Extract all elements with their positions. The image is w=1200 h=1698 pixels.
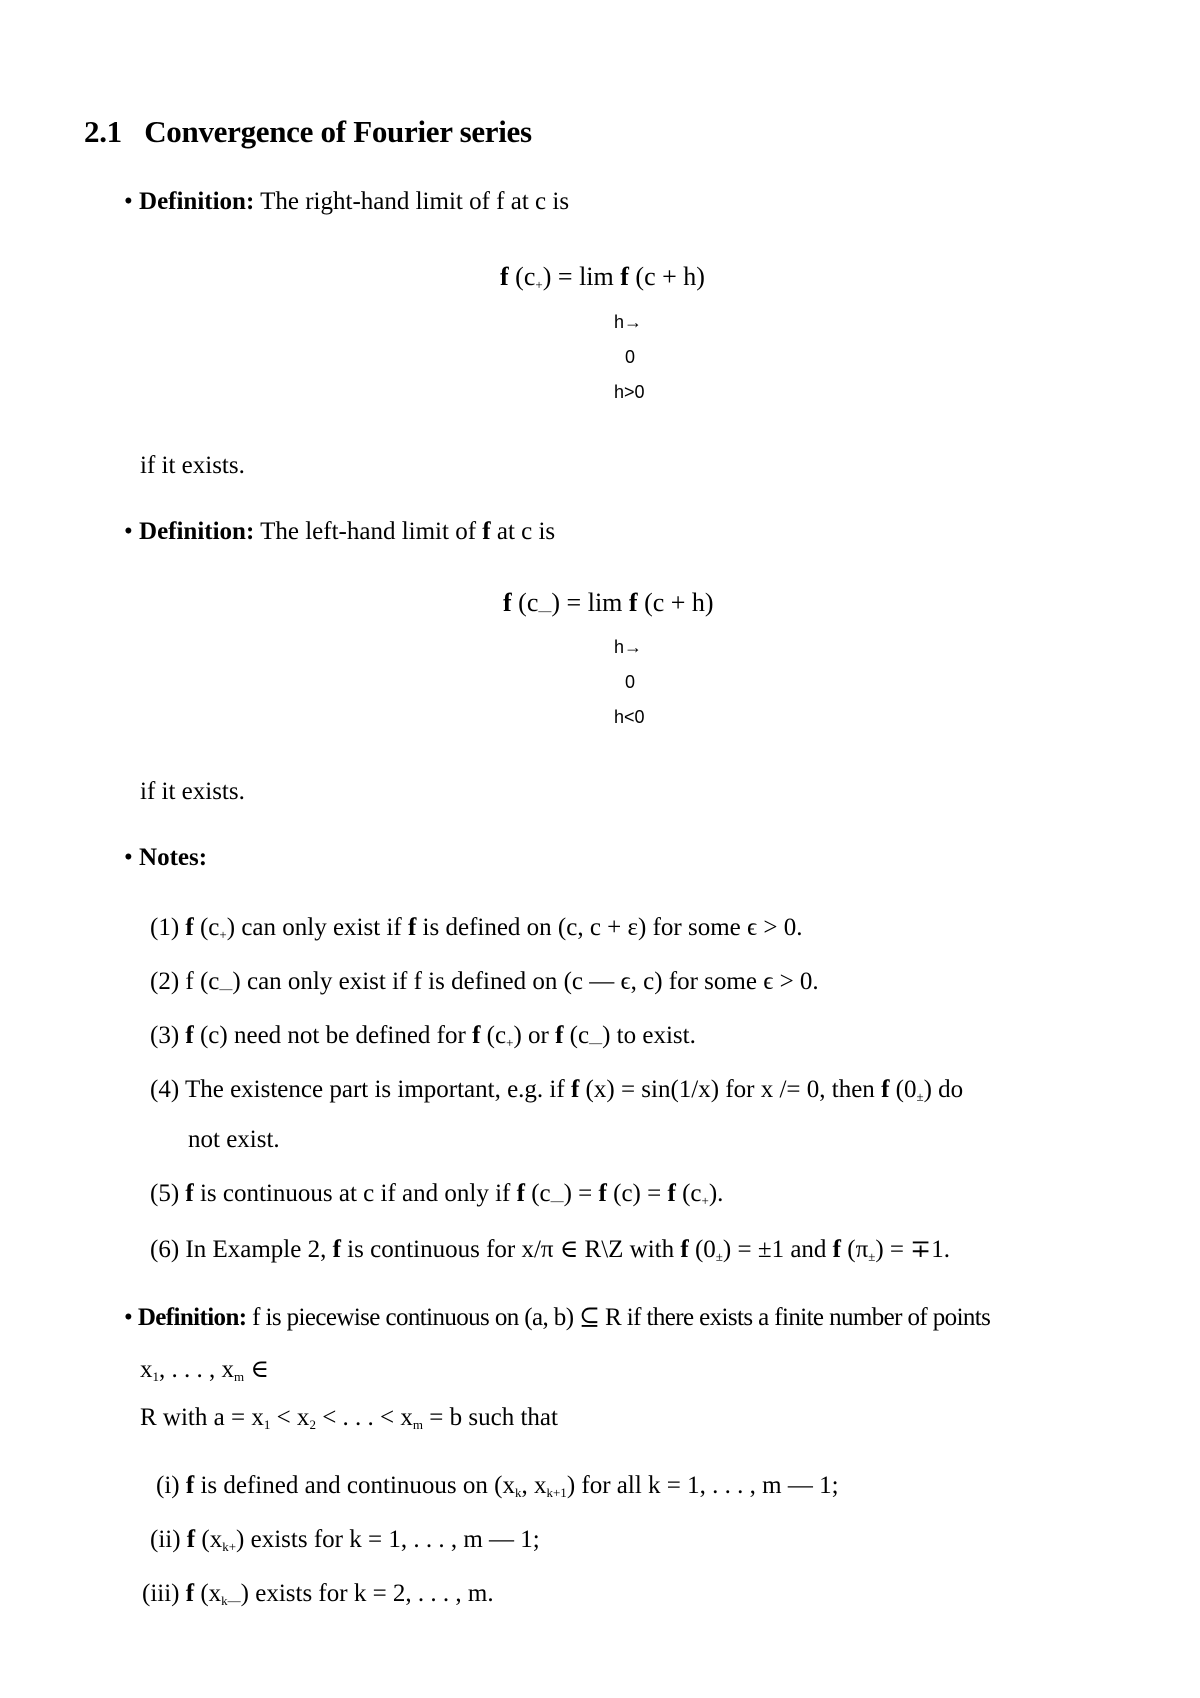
note-number: (3) [150,1022,180,1049]
def-subscript: m [412,1417,424,1432]
eq-text: ) [542,262,552,291]
note-subscript: ± [868,1249,876,1264]
note-text: (c [531,1180,551,1207]
condition-text: , x [521,1472,547,1499]
definition-piecewise-line2 [140,1354,269,1384]
condition-subscript: k— [221,1593,241,1608]
note-3 [150,1022,696,1050]
definition-label: Definition: [139,188,255,215]
note-text: (0 [694,1236,716,1263]
symbol-f: f [620,262,629,291]
note-subscript: — [219,981,233,996]
note-number: (5) [150,1180,180,1207]
eq-text: (c + h) [635,262,705,291]
definition-label: Definition: [137,1304,247,1331]
note-text: ) = [563,1180,593,1207]
symbol-f: f [185,1472,195,1499]
note-5 [150,1180,723,1208]
symbol-f: f [482,518,491,545]
def-subscript: 1 [152,1369,159,1384]
equation-left-limit [503,588,714,618]
definition-text: The right-hand limit of f at c is [260,188,570,215]
note-number: (1) [150,914,180,941]
note-text: (0 [895,1076,917,1103]
note-text: is defined on (c, c + ε) for some ϵ > 0. [422,914,803,941]
def-text: , . . . , x [159,1356,234,1383]
limit-subscript-line: 0 [625,347,636,367]
condition-i [156,1472,839,1500]
note-text: (c [569,1022,590,1049]
symbol-f: f [680,1236,689,1263]
condition-subscript: k+ [222,1539,237,1554]
def-text: < x [270,1404,310,1431]
eq-subscript: — [538,603,552,618]
lim-operator: lim [587,588,623,617]
condition-text: ) exists for k = 1, . . . , m — 1; [236,1526,540,1553]
note-text: (c [199,914,220,941]
note-text: (c) = [613,1180,662,1207]
bullet: • [124,844,133,871]
limit-subscript-line: 0 [625,672,636,692]
symbol-f: f [598,1180,607,1207]
note-4-continuation: not exist. [188,1126,280,1153]
condition-text: ) for all k = 1, . . . , m — 1; [566,1472,839,1499]
definition-text: The left-hand limit of [260,518,477,545]
note-text: ) do [923,1076,964,1103]
condition-subscript: k+1 [546,1485,567,1500]
note-number: (4) [150,1076,180,1103]
note-4 [150,1076,963,1104]
symbol-f: f [503,588,512,617]
note-subscript: — [550,1193,564,1208]
def-subscript: 2 [309,1417,316,1432]
note-text: (x) = sin(1/x) for x /= 0, then [585,1076,875,1103]
note-subscript: — [589,1035,603,1050]
note-subscript: ± [916,1089,924,1104]
definition-piecewise [124,1302,990,1332]
condition-text: (x [200,1580,222,1607]
symbol-f: f [407,914,417,941]
eq-sign: = [557,262,573,291]
eq-text: (c [518,588,539,617]
definition-label: Definition: [139,518,255,545]
symbol-f: f [570,1076,580,1103]
symbol-f: f [516,1180,525,1207]
def-text: = b such that [423,1404,558,1431]
note-1 [150,914,803,942]
note-text: ) = ∓1. [875,1236,950,1263]
condition-number: (i) [156,1472,180,1499]
def-subscript: 1 [263,1417,271,1432]
section-title: Convergence of Fourier series [144,114,532,149]
equation-right-limit [500,262,705,292]
note-text: (c [486,1022,507,1049]
note-text: ) = ±1 and [722,1236,827,1263]
symbol-f: f [185,1022,194,1049]
eq-text: (c [515,262,536,291]
note-text: The existence part is important, e.g. if [184,1076,565,1103]
note-text: ) or [513,1022,549,1049]
if-it-exists-text: if it exists. [140,778,245,805]
note-text: (c [682,1180,702,1207]
definition-left-limit [124,518,555,546]
note-text: ) can only exist if f is defined on (c — ϵ, c) for some ϵ > 0. [232,968,819,995]
symbol-f: f [832,1236,841,1263]
note-text: (π [847,1236,869,1263]
symbol-f: f [185,1580,195,1607]
note-number: (2) [150,968,180,995]
note-text: ). [708,1180,724,1207]
note-text: In Example 2, [185,1236,327,1263]
definition-piecewise-line3 [140,1404,558,1432]
bullet: • [124,188,133,215]
condition-number: (iii) [142,1580,180,1607]
eq-sign: = [566,588,582,617]
notes-label: Notes: [139,844,208,871]
def-text: x [140,1356,153,1383]
note-text: ) to exist. [602,1022,696,1049]
def-text: < . . . < x [315,1404,413,1431]
def-text: R with a = x [140,1404,264,1431]
note-2 [150,968,819,996]
symbol-f: f [472,1022,481,1049]
symbol-f: f [186,1526,196,1553]
section-number: 2.1 [84,114,122,149]
limit-subscript-line: h<0 [614,707,645,727]
notes-heading [124,844,207,872]
note-subscript: + [506,1035,514,1050]
condition-text: (x [201,1526,223,1553]
section-heading [84,114,532,150]
note-subscript: ± [715,1249,723,1264]
limit-subscript-line: h>0 [614,382,645,402]
symbol-f: f [555,1022,564,1049]
note-6 [150,1234,950,1264]
bullet: • [124,1304,133,1331]
symbol-f: f [332,1236,341,1263]
note-text: is continuous for x/π ∈ R\Z with [347,1236,675,1263]
symbol-f: f [881,1076,890,1103]
condition-ii [150,1526,540,1554]
if-it-exists-text: if it exists. [140,452,245,479]
note-number: (6) [150,1236,180,1263]
eq-text: ) [551,588,561,617]
note-subscript: + [701,1193,709,1208]
condition-number: (ii) [150,1526,181,1553]
note-subscript: + [219,927,227,942]
symbol-f: f [500,262,509,291]
bullet: • [124,518,133,545]
note-text: is continuous at c if and only if [199,1180,511,1207]
note-text: f (c [185,968,220,995]
note-text: ) can only exist if [226,914,402,941]
def-subscript: m [234,1369,245,1384]
eq-subscript: + [535,277,543,292]
condition-text: is defined and continuous on (x [200,1472,515,1499]
definition-text: f is piecewise continuous on (a, b) ⊆ R if there exists a finite number of points [252,1304,991,1331]
symbol-f: f [185,1180,194,1207]
symbol-f: f [185,914,194,941]
definition-right-limit [124,188,569,216]
symbol-f: f [628,588,638,617]
lim-operator: lim [579,262,614,291]
condition-subscript: k [514,1485,522,1500]
condition-text: ) exists for k = 2, . . . , m. [240,1580,494,1607]
definition-text: at c is [496,518,556,545]
symbol-f: f [667,1180,676,1207]
limit-subscript-line: h→ [614,637,643,657]
note-text: (c) need not be defined for [199,1022,466,1049]
condition-iii [142,1580,494,1608]
def-text: ∈ [244,1356,269,1383]
limit-subscript-line: h→ [614,312,643,332]
eq-text: (c + h) [644,588,714,617]
